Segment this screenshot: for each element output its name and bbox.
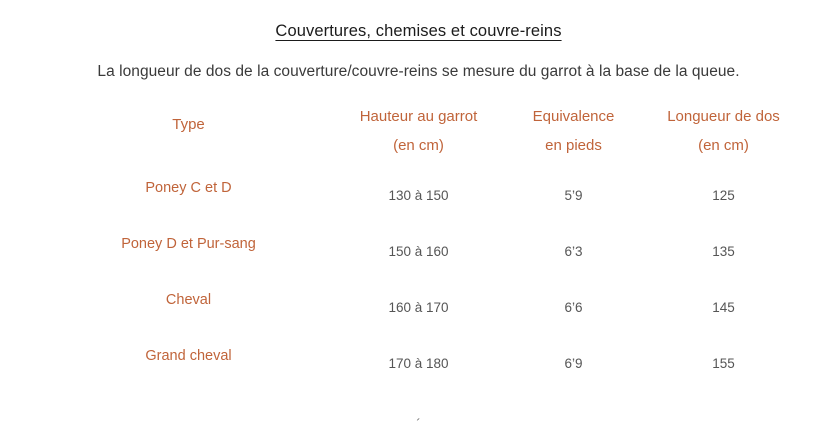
cell-hauteur: 130 à 150 (388, 187, 449, 203)
column-header-longueur-line1: Longueur de dos (667, 107, 780, 125)
cell-longueur: 155 (712, 355, 735, 371)
cell-hauteur: 150 à 160 (388, 243, 449, 259)
column-header-longueur-line2: (en cm) (698, 136, 749, 154)
column-header-hauteur-line1: Hauteur au garrot (359, 107, 478, 125)
column-header-type (39, 95, 339, 167)
table-row (39, 279, 799, 335)
column-header-equivalence-line1: Equivalence (532, 107, 615, 125)
column-header-equivalence-line2: en pieds (545, 136, 602, 154)
column-header-longueur (649, 95, 799, 167)
cell-pieds: 6’9 (564, 355, 583, 371)
table-header-row (39, 95, 799, 167)
bottom-clipped-text: ´ (416, 417, 421, 431)
cell-pieds: 6’3 (564, 243, 583, 259)
cell-longueur: 145 (712, 299, 735, 315)
size-chart-table (39, 95, 799, 391)
cell-type: Poney C et D (145, 180, 232, 196)
page-title: Couvertures, chemises et couvre-reins (275, 22, 562, 40)
table-row (39, 335, 799, 391)
cell-type: Cheval (165, 292, 212, 308)
cell-hauteur: 160 à 170 (388, 299, 449, 315)
column-header-equivalence (499, 95, 649, 167)
cell-type: Poney D et Pur-sang (121, 236, 256, 252)
cell-longueur: 135 (712, 243, 735, 259)
cell-type: Grand cheval (145, 348, 232, 364)
page-subtitle: La longueur de dos de la couverture/couvre-reins se mesure du garrot à la base de la queue. (97, 63, 740, 80)
column-header-hauteur (339, 95, 499, 167)
cell-pieds: 6’6 (564, 299, 583, 315)
cell-longueur: 125 (712, 187, 735, 203)
table-row (39, 167, 799, 223)
table-row (39, 223, 799, 279)
column-header-hauteur-line2: (en cm) (393, 136, 444, 154)
cell-hauteur: 170 à 180 (388, 355, 449, 371)
cell-pieds: 5’9 (564, 187, 583, 203)
column-header-type-line1: Type (172, 115, 205, 133)
